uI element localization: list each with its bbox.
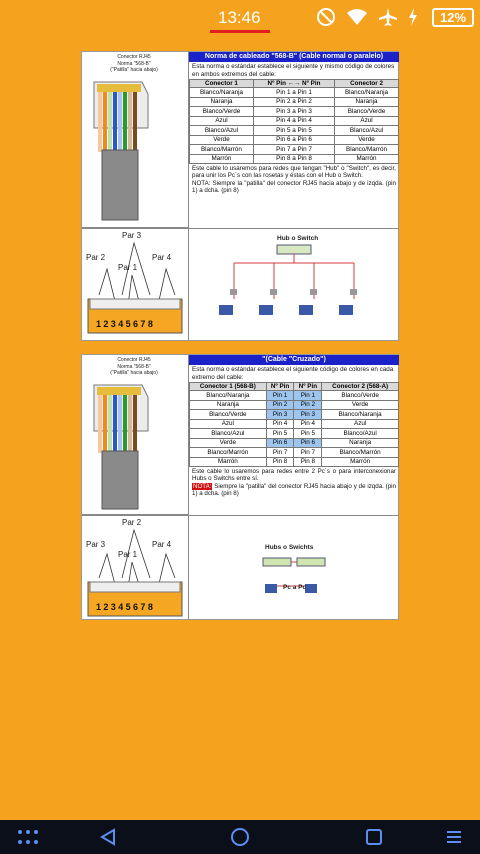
table-row: Azul Pin 4 a Pin 4 Azul [190,116,399,126]
status-time: 13:46 [218,8,261,27]
table-row: Azul Pin 4 Pin 4 Azul [190,419,399,429]
notes-text: Este cable lo usaremos para redes entre 2 Pc´s o para interconexionar Hubs o Switchs entre sí. NOTA: Siempre la "patilla" del conector RJ45 hacia abajo y de izqda. (pin 1) a dcha. (pin 8) [192,468,396,498]
pair-label: Par 4 [152,253,172,262]
network-diagram-cell [189,228,399,340]
section-title: "(Cable "Cruzado") [189,355,399,365]
document-page-1[interactable] [81,51,399,341]
airplane-mode-icon [378,7,398,27]
rj45-connector-illustration [92,76,152,222]
connector-label: Conector RJ45 Norma "568-B" ("Patilla" hacia abajo) [110,357,158,376]
rj45-connector-illustration [92,379,152,511]
cable-standard-section [189,52,399,196]
table-header: Nº Pin [266,383,294,391]
notes-text: Este cable lo usaremos para redes que tengan "Hub" o "Switch", es decir, para unir los Pc´s con las rosetas y éstas con el Hub o Switch. NOTA: Siempre la "patilla" del conector RJ45 hacia abajo y de izqda. (pin 1) a dcha. (pin 8) [192,165,396,195]
table-row: Blanco/Verde Pin 3 Pin 3 Blanco/Naranja [190,410,399,420]
section-title: Norma de cableado "568-B" (Cable normal o paralelo) [189,52,399,62]
table-row: Blanco/Naranja Pin 1 Pin 1 Blanco/Verde [190,391,399,401]
table-row: Marrón Pin 8 Pin 8 Marrón [190,457,399,467]
pin-numbers: 12345678 [96,602,156,612]
table-row: Verde Pin 6 Pin 6 Naranja [190,438,399,448]
pin-numbers: 12345678 [96,319,156,329]
pair-label: Par 2 [122,518,142,527]
document-page-2[interactable] [81,354,399,620]
charging-icon [408,8,418,26]
color-code-table [189,79,399,164]
home-icon [230,827,250,847]
table-row: Blanco/Marrón Pin 7 a Pin 7 Blanco/Marrón [190,145,399,155]
table-header: Nº Pin ←→ Nº Pin [253,80,334,88]
table-row: Blanco/Verde Pin 3 a Pin 3 Blanco/Verde [190,107,399,117]
intro-text: Esta norma o estándar establece el siguiente y mismo código de colores en ambos extremos del cable: [192,63,395,78]
table-row: Marrón Pin 8 a Pin 8 Marrón [190,154,399,164]
nota-label: NOTA: [193,482,212,490]
table-row: Naranja Pin 2 a Pin 2 Naranja [190,97,399,107]
pair-label: Par 4 [152,540,172,549]
time-underline [210,30,270,33]
pair-label: Par 1 [118,550,138,559]
do-not-disturb-icon [316,7,336,27]
menu-button[interactable] [442,826,466,848]
table-row: Naranja Pin 2 Pin 2 Verde [190,400,399,410]
table-header: Conector 2 (568-A) [322,383,399,391]
pair-label: Par 1 [118,263,138,272]
table-header: Nº Pin [294,383,322,391]
recents-icon [365,828,383,846]
back-icon [99,828,117,846]
crossover-cable-section [189,355,399,499]
wifi-icon [346,8,368,26]
hub-network-diagram [189,229,399,341]
hubs-network-diagram [189,516,399,620]
table-header: Conector 1 (568-B) [190,383,267,391]
back-button[interactable] [96,826,120,848]
pair-label: Par 3 [122,231,142,240]
pairs-diagram-cell [82,515,189,619]
color-code-table [189,382,399,467]
battery-icon: 12% [432,8,474,27]
navigation-bar [0,820,480,854]
network-title: Hub o Switch [277,235,319,242]
table-row: Blanco/Azul Pin 5 Pin 5 Blanco/Azul [190,429,399,439]
connector-cell [82,355,189,515]
pair-label: Par 2 [86,253,106,262]
table-row: Blanco/Naranja Pin 1 a Pin 1 Blanco/Naranja [190,88,399,98]
pair-label: Par 3 [86,540,106,549]
pc-to-pc-label: Pc a Pc [283,584,307,591]
status-bar [0,0,480,34]
connector-cell [82,52,189,228]
menu-icon [446,829,462,845]
intro-text: Esta norma o estándar establece el siguiente código de colores en cada extremo del cable: [192,366,394,381]
apps-grid-icon [17,829,39,845]
apps-grid-button[interactable] [16,826,40,848]
table-row: Verde Pin 6 a Pin 6 Verde [190,135,399,145]
recents-button[interactable] [362,826,386,848]
network-title: Hubs o Swichts [265,544,314,551]
table-row: Blanco/Marrón Pin 7 Pin 7 Blanco/Marrón [190,448,399,458]
table-row: Blanco/Azul Pin 5 a Pin 5 Blanco/Azul [190,126,399,136]
connector-label: Conector RJ45 Norma "568-B" ("Patilla" hacia abajo) [110,54,158,73]
table-header: Conector 1 [190,80,254,88]
table-header: Conector 2 [335,80,399,88]
network-diagram-cell [189,515,399,619]
status-icons [316,7,418,27]
pairs-diagram-cell [82,228,189,340]
home-button[interactable] [228,826,252,848]
